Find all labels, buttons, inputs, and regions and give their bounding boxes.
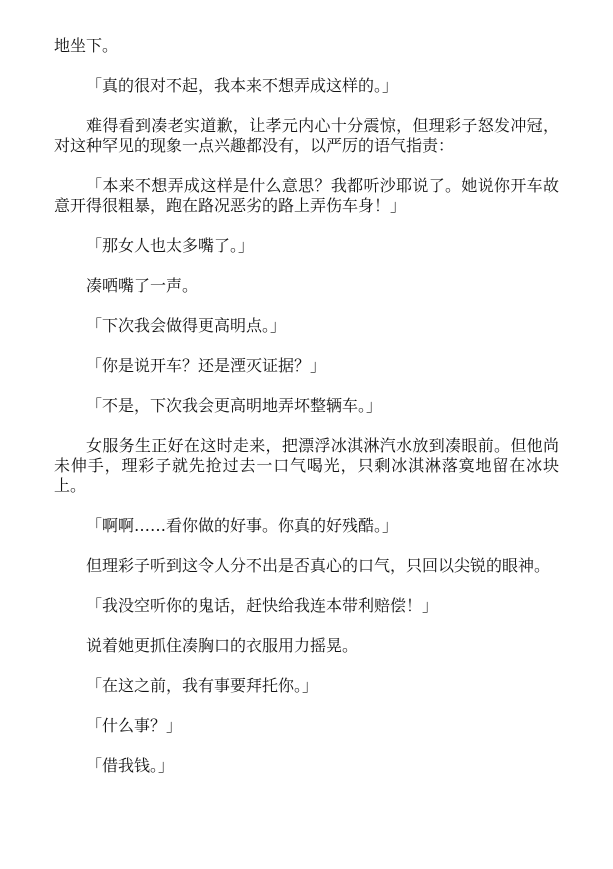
paragraph-4: 「那女人也太多嘴了。」 xyxy=(86,236,255,255)
paragraph-11: 但理彩子听到这令人分不出是否真心的口气，只回以尖锐的眼神。 xyxy=(86,556,551,575)
paragraph-13: 说着她更抓住凑胸口的衣服用力摇晃。 xyxy=(86,636,359,655)
paragraph-8: 「不是，下次我会更高明地弄坏整辆车。」 xyxy=(86,396,383,415)
paragraph-12: 「我没空听你的鬼话，赶快给我连本带利赔偿！」 xyxy=(86,596,439,615)
paragraph-0: 地坐下。 xyxy=(54,36,119,55)
paragraph-7: 「你是说开车？还是湮灭证据？」 xyxy=(86,356,327,375)
paragraph-10: 「啊啊……看你做的好事。你真的好残酷。」 xyxy=(86,516,399,535)
paragraph-2: 难得看到凑老实道歉，让孝元内心十分震惊，但理彩子怒发冲冠，对这种罕见的现象一点兴趣都没有，以严厉的语气指责： xyxy=(54,116,559,155)
paragraph-14: 「在这之前，我有事要拜托你。」 xyxy=(86,676,319,695)
paragraph-5: 凑哂嘴了一声。 xyxy=(86,276,199,295)
paragraph-9: 女服务生正好在这时走来，把漂浮冰淇淋汽水放到凑眼前。但他尚未伸手，理彩子就先抢过去一口气喝光，只剩冰淇淋落寞地留在冰块上。 xyxy=(54,436,559,495)
paragraph-6: 「下次我会做得更高明点。」 xyxy=(86,316,287,335)
paragraph-15: 「什么事？」 xyxy=(86,716,183,735)
paragraph-1: 「真的很对不起，我本来不想弄成这样的。」 xyxy=(86,76,399,95)
paragraph-3: 「本来不想弄成这样是什么意思？我都听沙耶说了。她说你开车故意开得很粗暴，跑在路况恶劣的路上弄伤车身！」 xyxy=(54,176,559,215)
paragraph-16: 「借我钱。」 xyxy=(86,756,175,775)
